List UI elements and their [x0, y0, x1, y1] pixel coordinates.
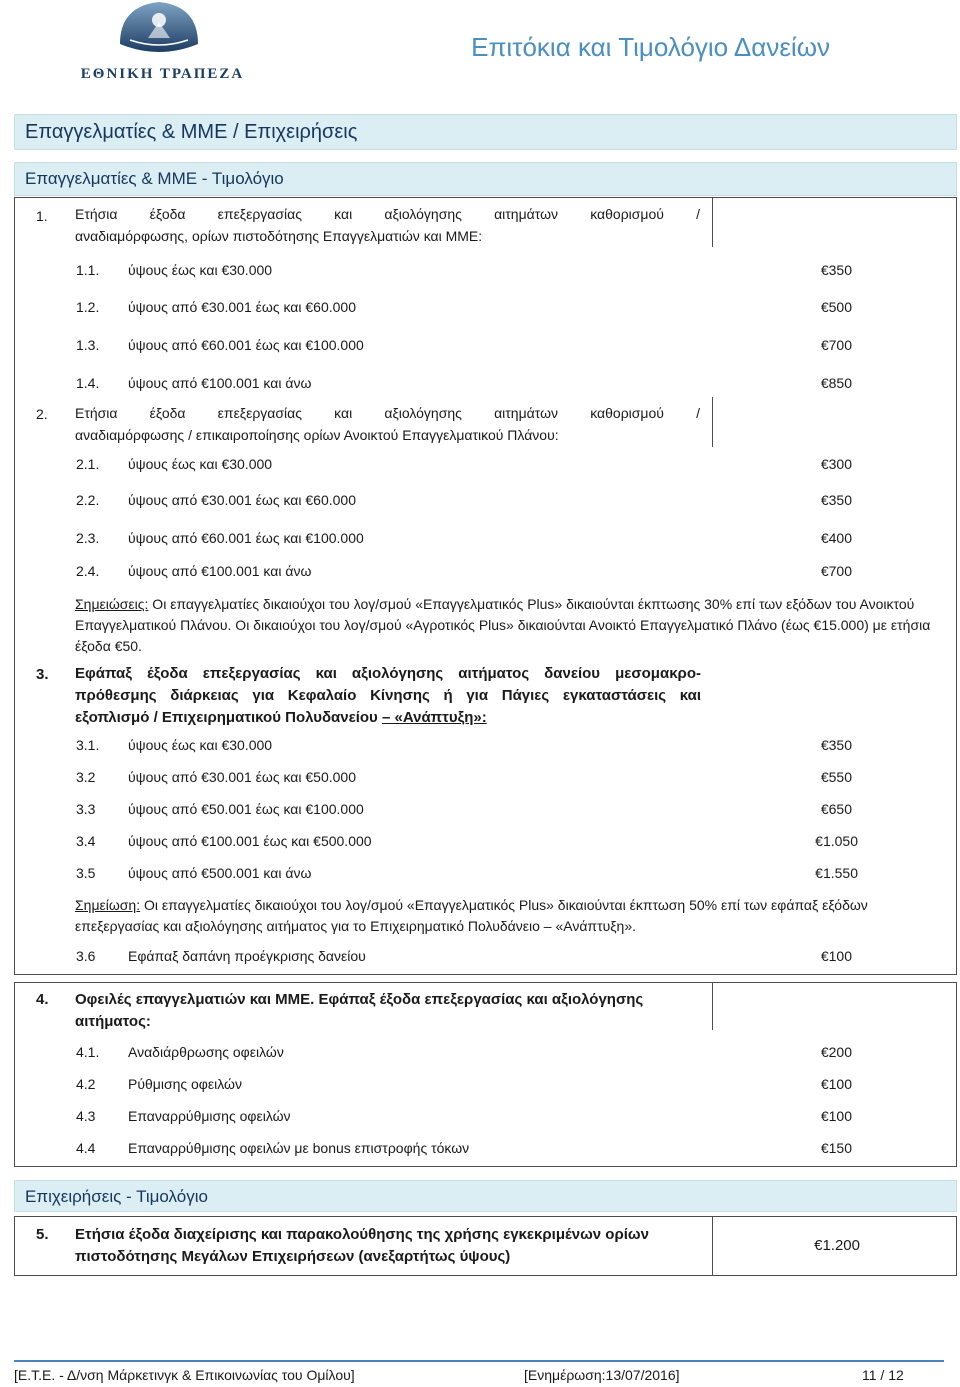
item-label: ύψους από €60.001 έως και €100.000 — [128, 530, 364, 546]
section-title: Επαγγελματίες & ΜΜΕ / Επιχειρήσεις — [14, 114, 957, 150]
item-price: €500 — [820, 299, 852, 315]
item-number: 2.1. — [76, 456, 100, 472]
section-heading-line: Εφάπαξ έξοδα επεξεργασίας και αξιολόγησης αιτήματος δανείου μεσομακρο- — [75, 665, 701, 682]
item-number: 4.3 — [76, 1108, 96, 1124]
heading-part: – «Ανάπτυξη»: — [381, 709, 487, 726]
note-label: Σημείωση: — [75, 897, 141, 913]
section-heading-line — [75, 709, 487, 726]
section-heading-line: αναδιαμόρφωσης, ορίων πιστοδότησης Επαγγελματιών και ΜΜΕ: — [75, 228, 483, 244]
item-price: €400 — [820, 530, 852, 546]
item-label: ύψους από €100.001 και άνω — [128, 375, 312, 391]
section-note — [75, 895, 950, 937]
footer-update-date: [Ενημέρωση:13/07/2016] — [524, 1367, 680, 1383]
subsection-title: Επαγγελματίες & ΜΜΕ - Τιμολόγιο — [14, 162, 957, 196]
bank-logo — [80, 0, 245, 86]
table-column-divider — [712, 982, 713, 1030]
item-number: 2.2. — [76, 492, 100, 508]
item-label: ύψους από €30.001 έως και €60.000 — [128, 492, 356, 508]
item-price: €1.200 — [814, 1237, 860, 1254]
section-heading-line: Ετήσια έξοδα διαχείρισης και παρακολούθησης της χρήσης εγκεκριμένων ορίων — [75, 1226, 649, 1243]
item-label: Αναδιάρθρωσης οφειλών — [128, 1044, 284, 1060]
section-heading-line: Οφειλές επαγγελματιών και ΜΜΕ. Εφάπαξ έξοδα επεξεργασίας και αξιολόγησης — [75, 991, 644, 1008]
item-number: 4.1. — [76, 1044, 100, 1060]
note-label: Σημειώσεις: — [75, 596, 149, 612]
business-section-title: Επιχειρήσεις - Τιμολόγιο — [14, 1180, 957, 1212]
item-number: 3.6 — [76, 948, 96, 964]
item-label: ύψους από €60.001 έως και €100.000 — [128, 337, 364, 353]
item-number: 3.3 — [76, 801, 96, 817]
heading-part: εξοπλισμό / Επιχειρηματικού Πολυδανείου — [75, 709, 382, 726]
item-number: 2. — [36, 406, 48, 422]
item-price: €350 — [820, 737, 852, 753]
section-heading-line: αιτήματος: — [75, 1013, 151, 1030]
item-label: ύψους έως και €30.000 — [128, 262, 273, 278]
item-number: 1. — [36, 208, 48, 224]
item-price: €1.050 — [815, 833, 858, 849]
item-label: ύψους από €30.001 έως και €60.000 — [128, 299, 356, 315]
item-price: €100 — [820, 1076, 852, 1092]
item-label: Ρύθμισης οφειλών — [128, 1076, 242, 1092]
item-label: ύψους έως και €30.000 — [128, 456, 273, 472]
section-heading-line: πιστοδότησης Μεγάλων Επιχειρήσεων (ανεξαρτήτως ύψους) — [75, 1248, 511, 1265]
item-price: €150 — [820, 1140, 852, 1156]
table-column-divider — [712, 1216, 713, 1276]
item-label: ύψους έως και €30.000 — [128, 737, 273, 753]
section-heading-line: Ετήσια έξοδα επεξεργασίας και αξιολόγησης αιτημάτων καθορισμού / — [75, 206, 700, 222]
item-number: 4.2 — [76, 1076, 96, 1092]
section-note — [75, 594, 950, 657]
item-price: €550 — [820, 769, 852, 785]
item-number: 2.3. — [76, 530, 100, 546]
item-number: 3.4 — [76, 833, 96, 849]
document-title: Επιτόκια και Τιμολόγιο Δανείων — [471, 32, 830, 62]
item-price: €650 — [820, 801, 852, 817]
item-price: €850 — [820, 375, 852, 391]
section-heading-line: πρόθεσμης διάρκειας για Κεφαλαίο Κίνησης ή για Πάγιες εγκαταστάσεις και — [75, 687, 701, 704]
item-label: Εφάπαξ δαπάνη προέγκρισης δανείου — [128, 948, 366, 964]
item-label: Επαναρρύθμισης οφειλών — [128, 1108, 291, 1124]
item-price: €700 — [820, 337, 852, 353]
item-label: ύψους από €50.001 έως και €100.000 — [128, 801, 364, 817]
note-text: Οι επαγγελματίες δικαιούχοι του λογ/σμού «Επαγγελματικός Plus» δικαιούνται έκπτωσης 30% επί των εξόδων του Ανοικτού Επαγγελματικού Πλάνου. Οι δικαιούχοι του λογ/σμού «Αγροτικός Plus» δικαιούνται Ανοικτό Επαγγελματικό Πλάνο (έως €15.000) με ετήσια έξοδα €50. — [75, 596, 931, 654]
bank-emblem-icon — [118, 0, 200, 62]
section-heading-line: αναδιαμόρφωσης / επικαιροποίησης ορίων Ανοικτού Επαγγελματικού Πλάνου: — [75, 427, 559, 443]
item-number: 1.4. — [76, 375, 100, 391]
item-label: ύψους από €100.001 και άνω — [128, 563, 312, 579]
item-price: €100 — [820, 1108, 852, 1124]
footer-divider — [14, 1360, 944, 1362]
footer-department: [Ε.Τ.Ε. - Δ/νση Μάρκετινγκ & Επικοινωνίας του Ομίλου] — [14, 1367, 355, 1383]
item-label: ύψους από €100.001 έως και €500.000 — [128, 833, 372, 849]
item-label: ύψους από €500.001 και άνω — [128, 865, 312, 881]
item-price: €1.550 — [815, 865, 858, 881]
item-price: €350 — [820, 492, 852, 508]
item-price: €700 — [820, 563, 852, 579]
item-label: ύψους από €30.001 έως και €50.000 — [128, 769, 356, 785]
item-price: €100 — [820, 948, 852, 964]
page-number: 11 / 12 — [862, 1367, 904, 1383]
item-number: 3.1. — [76, 737, 100, 753]
item-price: €200 — [820, 1044, 852, 1060]
item-number: 1.3. — [76, 337, 100, 353]
item-label: Επαναρρύθμισης οφειλών με bonus επιστροφής τόκων — [128, 1140, 470, 1156]
item-number: 4. — [36, 991, 49, 1008]
table-column-divider — [712, 197, 713, 247]
bank-name: ΕΘΝΙΚΗ ΤΡΑΠΕΖΑ — [80, 66, 245, 82]
item-number: 1.1. — [76, 262, 100, 278]
item-number: 5. — [36, 1226, 49, 1243]
item-number: 3. — [36, 666, 49, 683]
item-number: 4.4 — [76, 1140, 96, 1156]
item-price: €350 — [820, 262, 852, 278]
table-column-divider — [712, 397, 713, 447]
item-number: 3.2 — [76, 769, 96, 785]
item-number: 3.5 — [76, 865, 96, 881]
note-text: Οι επαγγελματίες δικαιούχοι του λογ/σμού «Επαγγελματικός Plus» δικαιούνται έκπτωση 50% επί των εφάπαξ εξόδων επεξεργασίας και αξιολόγησης αιτήματος για το Επιχειρηματικό Πολυδάνειο – «Ανάπτυξη». — [75, 897, 868, 934]
item-price: €300 — [820, 456, 852, 472]
item-number: 1.2. — [76, 299, 100, 315]
item-number: 2.4. — [76, 563, 100, 579]
section-heading-line: Ετήσια έξοδα επεξεργασίας και αξιολόγησης αιτημάτων καθορισμού / — [75, 405, 700, 421]
